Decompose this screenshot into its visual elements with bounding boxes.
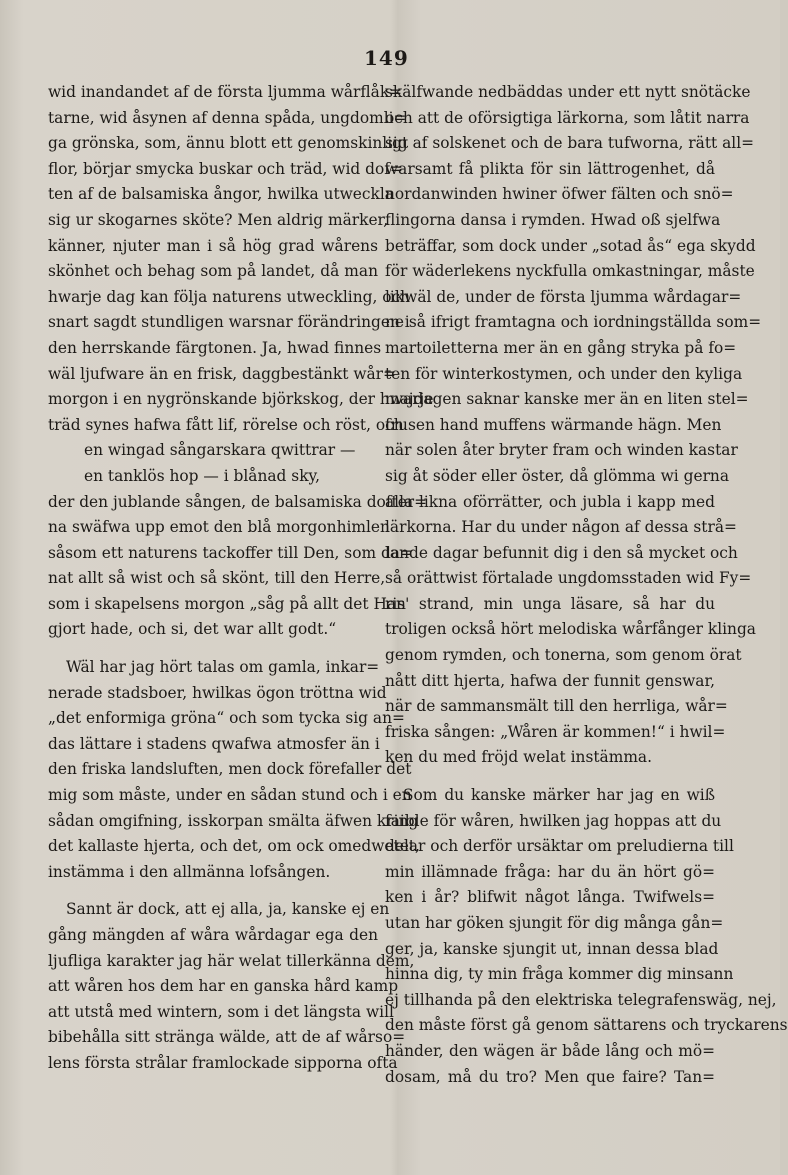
text-line: ej tillhanda på den elektriska telegrafenswäg, nej, — [385, 990, 777, 1009]
text-line: lens första strålar framlockade sipporna ofta — [48, 1053, 398, 1072]
text-line: sådan omgifning, isskorpan smälta äfwen kring — [48, 811, 419, 830]
text-line: sig af solskenet och de bara tufworna, rätt all= — [385, 134, 755, 153]
text-line: beträffar, som dock under „sotad ås“ ega skydd — [385, 236, 756, 255]
text-line: flingorna dansa i rymden. Hwad oß sjelfwa — [385, 210, 721, 229]
text-line: faible för wåren, hwilken jag hoppas att du — [385, 811, 722, 830]
text-line: alla likna oförrätter, och jubla i kapp med — [385, 492, 715, 511]
text-line: lande dagar befunnit dig i den så mycket och — [385, 543, 738, 562]
text-line: ken du med fröjd welat instämma. — [385, 748, 652, 767]
text-line: ten för winterkostymen, och under den kyliga — [385, 364, 743, 383]
text-line: flor, börjar smycka buskar och träd, wid dof= — [48, 159, 403, 178]
text-line: nerade stadsboer, hwilkas ögon tröttna wid — [48, 683, 387, 702]
text-line: martoiletterna mer än en gång stryka på fo= — [385, 338, 737, 357]
text-line: nordanwinden hwiner öfwer fälten och snö= — [385, 185, 734, 204]
text-line: dosam, må du tro? Men que faire? Tan= — [385, 1067, 715, 1086]
text-line: na swäfwa upp emot den blå morgonhimlen — [48, 518, 390, 537]
text-line: tarne, wid åsynen af denna spåda, ungdomli= — [48, 108, 407, 127]
text-line: ris' strand, min unga läsare, så har du — [385, 594, 715, 613]
text-line: den måste först gå genom sättarens och tryckarens — [385, 1016, 788, 1035]
text-line: instämma i den allmänna lofsången. — [48, 862, 331, 881]
text-line: Sannt är dock, att ej alla, ja, kanske ej en — [66, 900, 390, 919]
text-line: warsamt få plikta för sin lättrogenhet, då — [385, 159, 715, 178]
text-line: den herrskande färgtonen. Ja, hwad finnes — [48, 338, 382, 357]
text-line: hwarje dag kan följa naturens utweckling, och — [48, 287, 411, 306]
text-line: „det enformiga gröna“ och som tycka sig an= — [48, 709, 405, 728]
text-line: som i skapelsens morgon „såg på allt det Han — [48, 594, 406, 613]
paragraph-gap — [385, 771, 715, 783]
text-line: utan har göken sjungit för dig många gån= — [385, 914, 724, 932]
text-line: när solen åter bryter fram och winden kastar — [385, 441, 738, 460]
text-line: gjort hade, och si, det war allt godt.“ — [48, 620, 337, 639]
text-line: när de sammansmält till den herrliga, wår= — [385, 697, 728, 716]
text-line: sig ur skogarnes sköte? Men aldrig märker, — [48, 210, 389, 229]
text-line: ten af de balsamiska ångor, hwilka utweckla — [48, 185, 394, 204]
text-line: gång mängden af wåra wårdagar ega den — [48, 926, 378, 944]
text-line: och att de oförsigtiga lärkorna, som låtit narra — [385, 108, 750, 127]
text-line: så orättwist förtalade ungdomsstaden wid Fy= — [385, 569, 752, 588]
text-line: min illämnade fråga: har du än hört gö= — [385, 862, 715, 881]
text-line: morgon i en nygrönskande björkskog, der hwarje — [48, 390, 434, 409]
text-line: genom rymden, och tonerna, som genom örat — [385, 646, 742, 665]
text-line: Som du kanske märker har jag en wiß — [403, 786, 715, 805]
text-line: wäl ljufware än en frisk, daggbestänkt wår= — [48, 364, 396, 383]
right-text-column — [385, 80, 788, 1090]
text-line: Wäl har jag hört talas om gamla, inkar= — [66, 658, 380, 677]
text-line: att utstå med wintern, som i det längsta will — [48, 1002, 394, 1021]
text-line: troligen också hört melodiska wårfånger klinga — [385, 620, 756, 639]
text-line: delar och derför ursäktar om preludierna till — [385, 837, 734, 856]
text-line: frusen hand muffens wärmande hägn. Men — [385, 415, 722, 434]
text-line: skälfwande nedbäddas under ett nytt snötäcke — [385, 83, 751, 101]
text-line: nått ditt hjerta, hafwa der funnit genswar, — [385, 671, 715, 690]
text-line: känner, njuter man i så hög grad wårens — [48, 236, 378, 255]
text-line: bibehålla sitt stränga wälde, att de af wårso= — [48, 1028, 406, 1047]
page-number: 149 — [364, 46, 409, 70]
text-line: skönhet och behag som på landet, då man — [48, 262, 378, 281]
text-line: ne så ifrigt framtagna och iordningställda som= — [385, 313, 762, 332]
text-line: såsom ett naturens tackoffer till Den, som da= — [48, 543, 413, 562]
text-line: das lättare i stadens qwafwa atmosfer än i — [48, 734, 380, 753]
text-line: mig som måste, under en sådan stund och i en — [48, 786, 412, 805]
left-text-column — [48, 80, 434, 1077]
text-line: likwäl de, under de första ljumma wårdagar= — [385, 287, 742, 306]
text-line: att wåren hos dem har en ganska hård kamp — [48, 977, 399, 996]
text-line: träd synes hafwa fått lif, rörelse och röst, och — [48, 415, 404, 434]
text-line: för wäderlekens nyckfulla omkastningar, måste — [385, 262, 755, 281]
paragraph-gap — [48, 885, 378, 897]
text-line: lärkorna. Har du under någon af dessa strå= — [385, 518, 737, 537]
text-line: majdagen saknar kanske mer än en liten stel= — [385, 390, 749, 409]
text-line: det kallaste hjerta, och det, om ock omedwetet, — [48, 837, 420, 856]
text-line: ga grönska, som, ännu blott ett genomskinligt — [48, 134, 409, 153]
text-line: händer, den wägen är både lång och mö= — [385, 1041, 715, 1060]
text-line: ger, ja, kanske sjungit ut, innan dessa blad — [385, 939, 719, 958]
text-line: ljufliga karakter jag här welat tillerkänna dem, — [48, 951, 415, 970]
text-line: nat allt så wist och så skönt, till den Herre, — [48, 569, 386, 588]
text-line: ken i år? blifwit något långa. Twifwels= — [385, 888, 715, 907]
text-line: en tanklös hop — i blånad sky, — [84, 466, 321, 485]
text-line: sig åt söder eller öster, då glömma wi gerna — [385, 466, 730, 485]
paragraph-gap — [48, 643, 378, 655]
text-line: friska sången: „Wåren är kommen!“ i hwil= — [385, 722, 726, 741]
text-line: en wingad sångarskara qwittrar — — [84, 441, 356, 460]
text-line: snart sagdt stundligen warsnar förändringen i — [48, 313, 410, 332]
text-line: hinna dig, ty min fråga kommer dig minsann — [385, 965, 734, 984]
text-line: der den jublande sången, de balsamiska dofter= — [48, 492, 428, 511]
text-line: wid inandandet af de första ljumma wårflåk= — [48, 83, 403, 101]
text-line: den friska landsluften, men dock förefaller det — [48, 760, 412, 779]
